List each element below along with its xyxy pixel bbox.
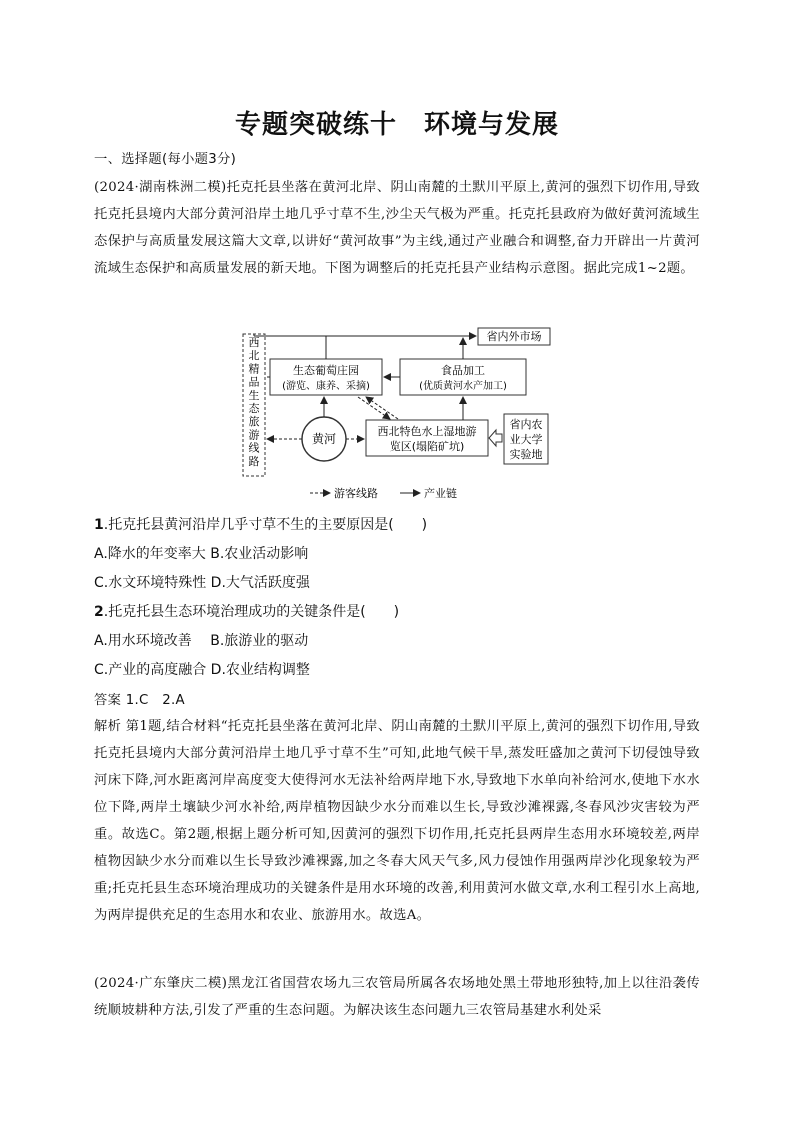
food-line1: 食品加工: [441, 364, 485, 377]
route-label: 西北精品生态旅游线路: [248, 336, 260, 468]
wetland-line1: 西北特色水上湿地游: [377, 425, 477, 438]
answer-line: 答案 1.C 2.A: [94, 693, 185, 708]
section-heading: 一、选择题(每小题3分): [94, 152, 237, 167]
question-2-options-c-d: C.产业的高度融合 D.农业结构调整: [94, 662, 310, 678]
question-1-options-c-d: C.水文环境特殊性 D.大气活跃度强: [94, 575, 310, 591]
legend-industry: 产业链: [424, 487, 457, 500]
vineyard-line1: 生态葡萄庄园: [293, 364, 359, 377]
vineyard-line2: (游览、康养、采摘): [282, 381, 370, 392]
market-label: 省内外市场: [486, 330, 542, 343]
page-title: 专题突破练十 环境与发展: [234, 110, 559, 140]
base-line3: 实验地: [509, 448, 543, 461]
river-label: 黄河: [311, 432, 337, 446]
material-paragraph-2: (2024·广东肇庆二模)黑龙江省国营农场九三农管局所属各农场地处黑土带地形独特,加上以往沿袭传统顺坡耕种方法,引发了严重的生态问题。为解决该生态问题九三农管局基建水利处采: [94, 976, 700, 1018]
question-1-stem: 1.托克托县黄河沿岸几乎寸草不生的主要原因是( ): [94, 517, 428, 533]
base-line2: 业大学: [509, 433, 543, 446]
wetland-line2: 览区(塌陷矿坑): [389, 440, 465, 453]
base-line1: 省内农: [509, 418, 543, 431]
question-2-options-a-b: A.用水环境改善 B.旅游业的驱动: [94, 633, 309, 649]
hollow-arrow: [489, 430, 502, 446]
material-paragraph-1: (2024·湖南株洲二模)托克托县坐落在黄河北岸、阴山南麓的土默川平原上,黄河的强烈下切作用,导致托克托县境内大部分黄河沿岸土地几乎寸草不生,沙尘天气极为严重。托克托县政府为做好黄河流域生态保护与高质量发展这篇大文章,以讲好“黄河故事”为主线,通过产业融合和调整,奋力开辟出一片黄河流域生态保护和高质量发展的新天地。下图为调整后的托克托县产业结构示意图。据此完成1~2题。: [94, 180, 700, 276]
question-1-options-a-b: A.降水的年变率大 B.农业活动影响: [94, 546, 309, 562]
question-2-stem: 2.托克托县生态环境治理成功的关键条件是( ): [94, 604, 400, 620]
industry-structure-diagram: [240, 326, 560, 506]
legend-tourist: 游客线路: [334, 487, 378, 500]
food-line2: (优质黄河水产加工): [419, 381, 507, 392]
analysis-paragraph: 解析 第1题,结合材料“托克托县坐落在黄河北岸、阴山南麓的土默川平原上,黄河的强烈下切作用,导致托克托县境内大部分黄河沿岸土地几乎寸草不生”可知,此地气候干旱,蒸发旺盛加之黄河下切侵蚀导致河床下降,河水距离河岸高度变大使得河水无法补给两岸地下水,导致地下水单向补给河水,使地下水水位下降,两岸土壤缺少河水补给,两岸植物因缺少水分而难以生长,导致沙滩裸露,冬春风沙灾害较为严重。故选C。第2题,根据上题分析可知,因黄河的强烈下切作用,托克托县两岸生态用水环境较差,两岸植物因缺少水分而难以生长导致沙滩裸露,加之冬春大风天气多,风力侵蚀作用强两岸沙化现象较为严重;托克托县生态环境治理成功的关键条件是用水环境的改善,利用黄河水做文章,水利工程引水上高地,为两岸提供充足的生态用水和农业、旅游用水。故选A。: [94, 719, 700, 923]
